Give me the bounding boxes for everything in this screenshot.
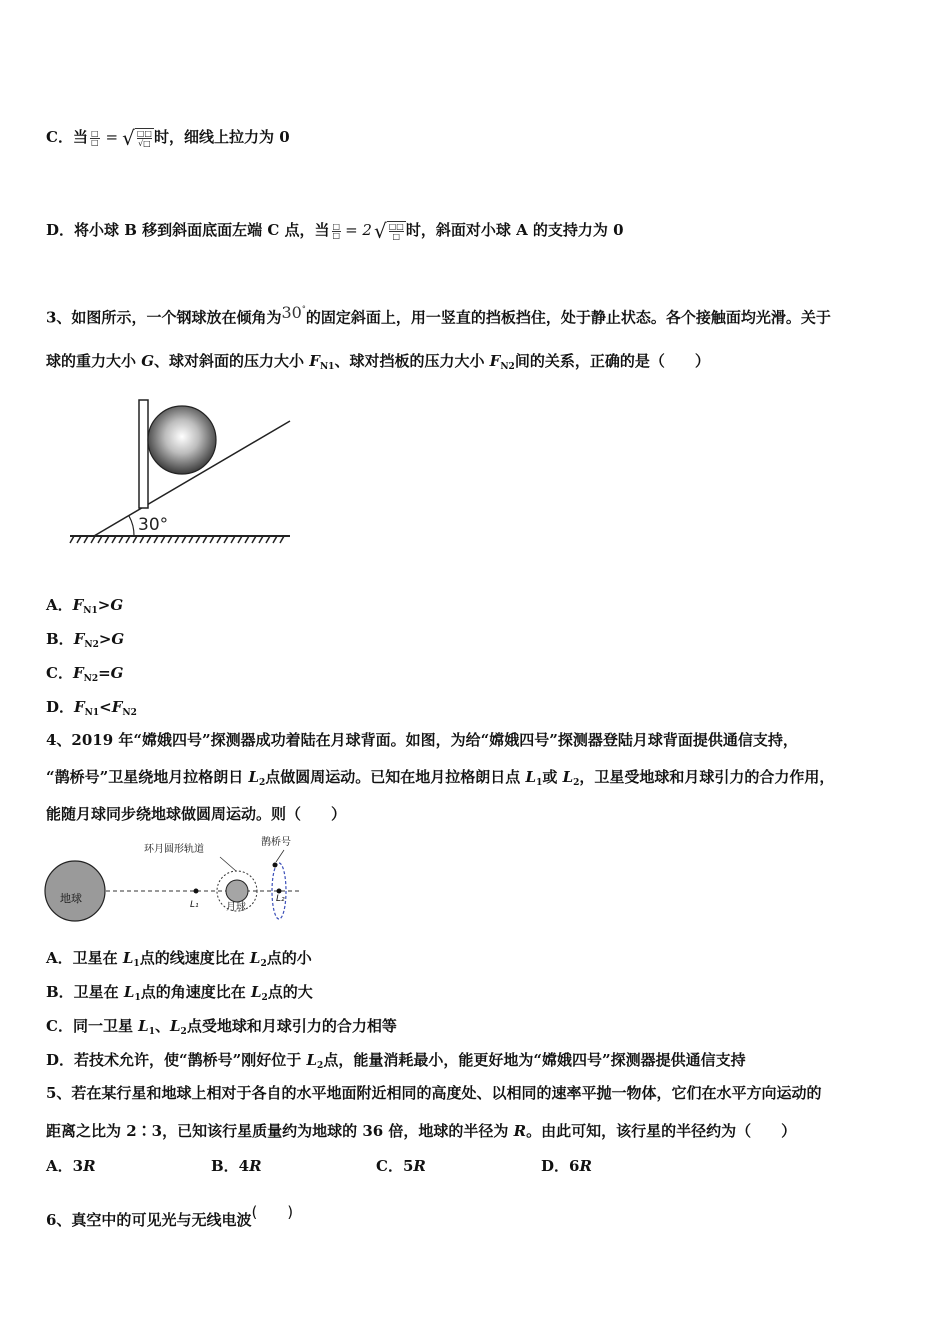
- q2-option-d-pre: D．将小球 B 移到斜面底面左端 C 点，当: [46, 221, 330, 239]
- fraction: $\frac{□}{□}$: [90, 128, 99, 147]
- q3-line-2: [46, 351, 710, 377]
- l2-point: [277, 889, 282, 894]
- q3-text: 、球对挡板的压力大小: [334, 352, 490, 370]
- relay-satellite: [273, 863, 278, 868]
- relay-label: 鹊桥号: [261, 837, 291, 848]
- q5-option-b: B．4R: [211, 1157, 262, 1175]
- q4-line-1: 4、2019 年“嫦娥四号”探测器成功着陆在月球背面。如图，为给“嫦娥四号”探测器登陆月球背面提供通信支持，: [46, 731, 798, 749]
- l1-label: L₁: [190, 900, 199, 910]
- q3-option-d: D．$F_{N1}<F_{N2}$: [46, 698, 137, 718]
- q5-option-d: D．6R: [541, 1157, 592, 1175]
- q3-line-1: [46, 300, 831, 327]
- symbol-f: F: [309, 352, 320, 370]
- q2-option-c-pre: C．当: [46, 128, 88, 146]
- ground-hatching: [70, 536, 284, 543]
- angle-value: 30°: [281, 303, 306, 323]
- subscript: N2: [500, 362, 515, 372]
- angle-arc: [129, 516, 134, 536]
- q4-line-3: 能随月球同步绕地球做圆周运动。则（ ）: [46, 805, 347, 823]
- q3-text: 3、如图所示，一个钢球放在倾角为: [46, 308, 282, 327]
- q3-text-cont: 的固定斜面上，用一竖直的挡板挡住，处于静止状态。各个接触面均光滑。关于: [305, 308, 831, 327]
- q3-text: 、球对斜面的压力大小: [154, 352, 310, 370]
- l1-point: [194, 889, 199, 894]
- q4-option-b: B．卫星在 $L_1$点的角速度比在 $L_2$点的大: [46, 983, 313, 1003]
- answer-paren: ( ): [251, 1203, 294, 1221]
- fraction: $\frac{□}{□}$: [332, 221, 341, 240]
- square-root: √ □□ √□: [122, 126, 152, 150]
- q3-text: 球的重力大小: [46, 352, 142, 370]
- orbit-label: 环月圆形轨道: [144, 844, 204, 855]
- symbol-g: G: [141, 352, 155, 370]
- q3-text: 间的关系，正确的是（ ）: [514, 352, 710, 370]
- q5-option-c: C．5R: [376, 1157, 426, 1175]
- q4-option-a: A．卫星在 $L_1$点的线速度比在 $L_2$点的小: [46, 949, 312, 969]
- q5-line-2: 距离之比为 2∶3，已知该行星质量约为地球的 36 倍，地球的半径为 R。由此可知，该行星的半径约为（ ）: [46, 1122, 797, 1140]
- q5-option-a: A．3R: [46, 1157, 96, 1175]
- square-root: √ □□ □: [373, 219, 404, 243]
- q2-option-c-post: 时，细线上拉力为 0: [153, 128, 290, 146]
- q3-option-a: A．$F_{N1}>G$: [46, 596, 124, 616]
- earth-moon-figure: [40, 830, 310, 930]
- q5-line-1: 5、若在某行星和地球上相对于各自的水平地面附近相同的高度处、以相同的速率平抛一物体，它们在水平方向运动的: [46, 1084, 822, 1102]
- subscript: N1: [319, 362, 335, 372]
- incline-ball-figure: [68, 396, 293, 546]
- q6-line: 6、真空中的可见光与无线电波( ): [46, 1203, 294, 1229]
- q3-option-c: C．$F_{N2}=G$: [46, 664, 124, 684]
- q4-option-c: C．同一卫星 $L_1$、$L_2$点受地球和月球引力的合力相等: [46, 1017, 397, 1037]
- symbol-f: F: [489, 352, 501, 370]
- q2-option-c: [46, 127, 290, 148]
- equals-two: = 2: [345, 221, 372, 239]
- angle-label: 30°: [138, 515, 169, 535]
- earth-label: 地球: [60, 892, 82, 905]
- earth: [45, 861, 105, 921]
- moon: [226, 880, 248, 902]
- q2-option-d: [46, 220, 624, 241]
- baffle-board: [139, 400, 148, 508]
- moon-label: 月球: [226, 902, 246, 913]
- equals-sign: =: [105, 128, 119, 146]
- q3-option-b: B．$F_{N2}>G$: [46, 630, 125, 650]
- q2-option-d-post: 时，斜面对小球 A 的支持力为 0: [405, 221, 624, 239]
- steel-ball: [148, 406, 216, 474]
- q4-line-2: “鹊桥号”卫星绕地月拉格朗日 $L_2$点做圆周运动。已知在地月拉格朗日点 $L_1$或 $L_2$，卫星受地球和月球引力的合力作用，: [46, 768, 835, 788]
- l2-label: L₂: [276, 894, 285, 904]
- q4-option-d: D．若技术允许，使“鹊桥号”刚好位于 $L_2$点，能量消耗最小，能更好地为“嫦娥四号”探测器提供通信支持: [46, 1051, 746, 1071]
